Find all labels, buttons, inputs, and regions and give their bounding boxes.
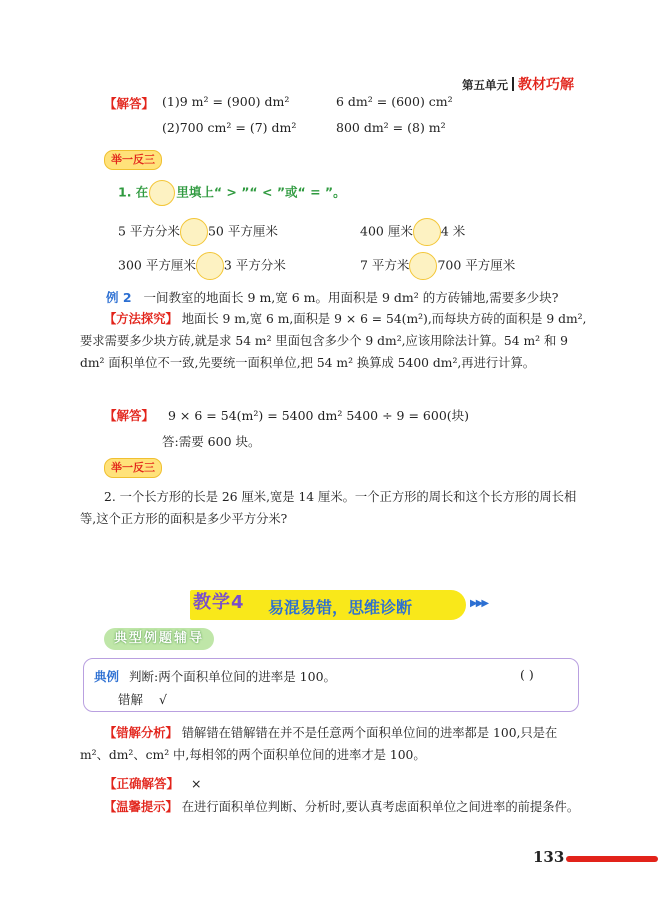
typical-example [94,667,336,685]
answer-circle[interactable] [409,252,437,280]
example2-answer-label: 【解答】 [104,408,155,423]
q1-item [360,252,515,280]
method-paragraph [80,308,590,374]
q1-item-right: 700 平方厘米 [437,257,516,273]
answer1-label: 【解答】 [104,96,155,111]
answer-parentheses[interactable]: ( ) [520,667,534,682]
header-title: 教材巧解 [518,77,574,93]
answer-circle[interactable] [196,252,224,280]
section-number: 教学4 [193,592,245,613]
q1-item-left: 5 平方分米 [118,223,180,239]
correct-answer [104,774,201,792]
typical-text: 判断:两个面积单位间的进率是 100。 [129,669,337,684]
answer-circle[interactable] [413,218,441,246]
analysis-text: 错解错在错解错在并不是任意两个面积单位间的进率都是 100,只是在 m²、dm²、cm² 中,每相邻的两个面积单位间的进率才是 100。 [80,726,558,762]
q1-item-left: 300 平方厘米 [118,257,196,273]
practice-badge-label: 举一反三 [104,150,162,170]
practice-badge [104,150,162,170]
typical-label: 典例 [94,669,120,684]
analysis-label: 【错解分析】 [104,726,178,740]
tip-text: 在进行面积单位判断、分析时,要认真考虑面积单位之间进率的前提条件。 [181,800,580,814]
answer1-row2-right: 800 dm² = (8) m² [336,120,446,135]
section-subtitle: 典型例题辅导 [104,628,214,650]
example2-answer [104,406,469,424]
wrong-answer-mark: √ [159,692,167,707]
analysis-paragraph [80,722,585,766]
wrong-answer-label: 错解 [118,692,144,707]
q1-item-right: 50 平方厘米 [207,223,278,239]
header-unit: 第五单元 [462,78,508,92]
answer1-row1-right: 6 dm² = (600) cm² [336,94,453,109]
answer-circle-sample [149,180,175,206]
q1-item-left: 7 平方米 [360,257,410,273]
practice-badge [104,458,162,478]
q1-item-right: 4 米 [440,223,466,239]
section-title: 易混易错，思维诊断 [268,598,413,617]
answer-circle[interactable] [180,218,208,246]
practice-badge-label: 举一反三 [104,458,162,478]
example2 [106,288,558,306]
q1-item-left: 400 厘米 [360,223,413,239]
tip-label: 【温馨提示】 [104,800,178,814]
example2-text: 一间教室的地面长 9 m,宽 6 m。用面积是 9 dm² 的方砖铺地,需要多少块? [143,290,559,305]
q1-item [118,252,286,280]
q2-text: 2. 一个长方形的长是 26 厘米,宽是 14 厘米。一个正方形的周长和这个长方形的周长相等,这个正方形的面积是多少平方分米? [80,490,577,526]
q1-prompt-end: 里填上“ > ”“ < ”或“ = ”。 [176,184,346,200]
q1-prompt [118,180,346,206]
page-bar [566,856,658,862]
q1-item [360,218,465,246]
correct-label: 【正确解答】 [104,776,180,791]
method-text: 地面长 9 m,宽 6 m,面积是 9 × 6 = 54(m²),而每块方砖的面积是 9 dm²,要求需要多少块方砖,就是求 54 m² 里面包含多少个 9 dm²,应该用除法计算。54 m² 和 9 dm² 面积单位不一致,先要统一面积单位,把 54 m² 换算成 5400 dm²,再进行计算。 [80,312,587,370]
section-banner [190,590,466,620]
example2-label: 例 2 [106,290,132,305]
banner-arrows-icon: ▶▶▶ [470,598,488,609]
header-divider [512,77,514,91]
example2-final: 答:需要 600 块。 [162,434,261,449]
answer1-row1-left: (1)9 m² = (900) dm² [162,94,290,109]
tip-paragraph [80,796,585,818]
q1-prompt-start: 1. 在 [118,184,149,200]
page-number: 133 [533,848,565,866]
example2-answer-line: 9 × 6 = 54(m²) = 5400 dm² 5400 ÷ 9 = 600(块) [168,408,470,423]
method-label: 【方法探究】 [104,312,178,326]
running-header [462,74,574,94]
q1-item-right: 3 平方分米 [223,257,286,273]
answer1-row2-left: (2)700 cm² = (7) dm² [162,120,297,135]
wrong-answer [118,690,167,708]
correct-answer-mark: × [191,776,202,791]
q1-item [118,218,278,246]
